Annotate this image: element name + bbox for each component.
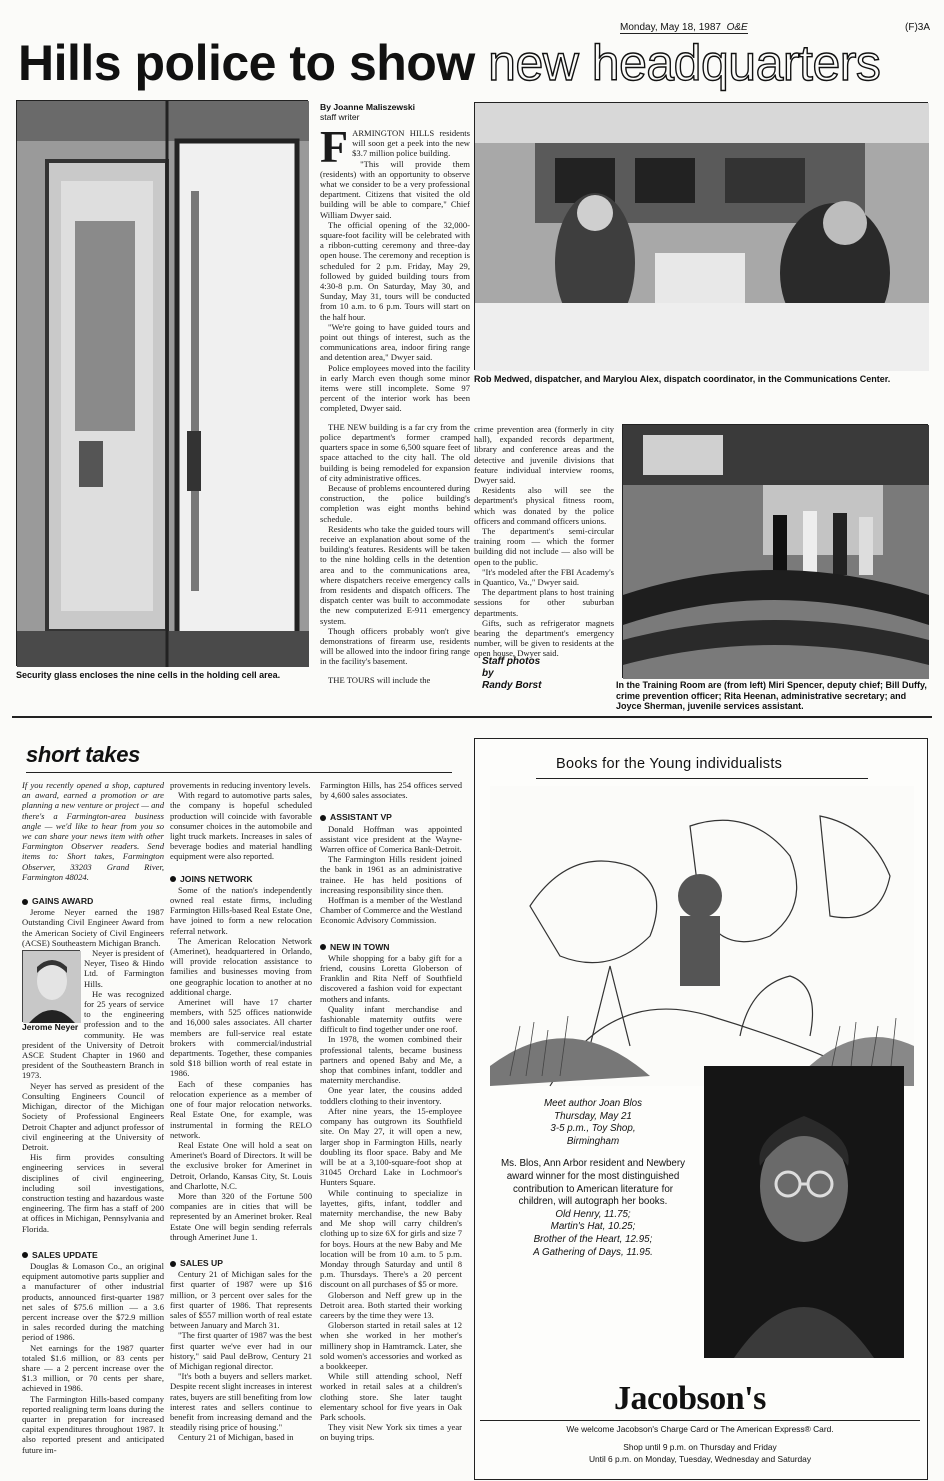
bullet-icon — [320, 815, 326, 821]
salesup-p3: "It's both a buyers and sellers market. Despite recent slight increases in interest rates, buyers are still benefiting from low interest rates and sellers continue to benefit from increasing demand and the steadily rising price of housing." — [170, 1371, 312, 1433]
holding-cell-caption: Security glass encloses the nine cells in the holding cell area. — [16, 670, 281, 680]
ad-welcome: We welcome Jacobson's Charge Card or The American Express® Card. — [566, 1424, 834, 1434]
byline-title: staff writer — [320, 112, 360, 122]
new-p4: One year later, the cousins added toddlers clothing to their inventory. — [320, 1085, 462, 1106]
short-takes-column-2 — [170, 780, 312, 1480]
short-takes-rule — [26, 772, 452, 773]
photo-credits: Staff photos by Randy Borst — [482, 656, 542, 691]
salesup-p1: Century 21 of Michigan sales for the first quarter of 1987 were up $16 million, or 3 percent over sales for the first quarter of 1986. That represents sales of $557 million worth of real estate between January and March 31. — [170, 1269, 312, 1331]
dispatch-photo — [474, 102, 928, 370]
story-p6: Because of problems encountered during construction, the police building's completion was eight months behind schedule. — [320, 482, 470, 524]
bullet-icon — [22, 1252, 28, 1258]
jerome-neyer-photo — [22, 950, 80, 1022]
joins-p2: The American Relocation Network (Amerinet), headquartered in Orlando, will provide relocation assistance to families and businesses moving from one geographic location to another at no additional charge. — [170, 935, 312, 997]
headline — [18, 34, 928, 94]
new-p1: While shopping for a baby gift for a friend, cousins Loretta Globerson of Franklin and Rita Neff of Southfield discovered a fashion void for expectant mothers and infants. — [320, 952, 462, 1004]
ad-where: Birmingham — [566, 1135, 620, 1147]
ad-book-1: Old Henry, 11.75; — [555, 1208, 631, 1220]
new-p9: While still attending school, Neff worked in retail sales at a children's clothing store. She later taught elementary school for five years in Oak Park schools. — [320, 1371, 462, 1422]
ad-title: Books for the Young individualists — [556, 756, 783, 772]
gains-award-head: GAINS AWARD — [22, 896, 164, 906]
new-p6: While continuing to specialize in layettes, gifts, infant, toddler and maternity merchandise, the new Baby and Me shop will carry children's clothing up to size 6X for girls and size 7 for boys. Hours at the new Baby and Me location will be from 10 a.m. to 5 p.m. Monday through Saturday and until 8 p.m. Thursdays. There's a 20 percent discount on all purchases of $5 or more. — [320, 1187, 463, 1290]
jacobsons-logo: Jacobson's — [614, 1380, 766, 1417]
new-p2: Quality infant merchandise and fashionable maternity outfits were difficult to find together under one roof. — [320, 1003, 462, 1035]
story-p4: Police employees moved into the facility in early March even though some minor items were still incomplete. Some 97 percent of the interior work has been completed, Dwyer said. — [320, 362, 470, 414]
folio-page: (F)3A — [905, 22, 930, 33]
ad-title-rule — [536, 778, 868, 779]
story-jump-p1: crime prevention area (formerly in city hall), expanded records department, library and conference areas and the detective and juvenile divisions that feature individual interview rooms, Dwyer said. — [474, 424, 614, 486]
sales-update-head: SALES UPDATE — [22, 1250, 164, 1260]
drop-cap: F — [320, 121, 349, 172]
new-p7: Globerson and Neff grew up in the Detroit area. Both started their working careers by the time they were 13. — [320, 1289, 462, 1320]
story-p9: THE TOURS will include the — [328, 674, 431, 685]
gains-p2: Neyer is president of Neyer, Tiseo & Hindo Ltd. of Farmington Hills. — [84, 948, 164, 989]
byline — [320, 102, 470, 122]
gains-p1: Jerome Neyer earned the 1987 Outstanding Civil Engineer Award from the American Society of Civil Engineers (ACSE) Southeastern Michigan Branch. — [22, 907, 164, 948]
col2-p2: With regard to automotive parts sales, the company is hopeful scheduled production will coincide with favorable consumer choices in the automobile and light truck markets. Increases in sales of beverage bodies and material handling equipment were also reported. — [170, 790, 312, 862]
ad-hours-1: Shop until 9 p.m. on Thursday and Friday — [623, 1442, 777, 1452]
ad-when: Thursday, May 21 — [554, 1110, 632, 1122]
joins-p6: More than 320 of the Fortune 500 companies are in cities that will be represented by an Amerinet broker. Real Estate One will begin sending referrals through Amerinet June 1. — [170, 1190, 312, 1242]
headline-part2: new headquarters — [488, 35, 881, 91]
salesup-p2: "The first quarter of 1987 was the best first quarter we've ever had in our history," said Paul deBrow, Century 21 of Michigan regional director. — [170, 1330, 312, 1371]
story-jump-p6: Gifts, such as refrigerator magnets bearing the department's emergency number, will be given to residents at the open house, Dwyer said. — [474, 617, 614, 659]
ad-event-details — [494, 1098, 692, 1259]
new-in-town-head: NEW IN TOWN — [320, 942, 462, 952]
joins-p4: Each of these companies has relocation experience as a member of one of four major relocation networks. Real Estate One, for example, was instrumental in forming the RELO network. — [170, 1078, 312, 1140]
joins-p3: Amerinet will have 17 charter members, with 525 offices nationwide and 16,000 sales associates. All charter members are full-service real estate brokers with commercial/industrial departments. Together, these companies sold $18 billion worth of real estate in 1986. — [170, 997, 312, 1079]
bullet-icon — [320, 944, 326, 950]
story-jump-p2: Residents also will see the department's physical fitness room, which was donated by the police officers and command officers unions. — [474, 485, 614, 526]
new-p3: In 1978, the women combined their professional talents, became business partners and opened Baby and Me, a shop that combines infant, toddler and maternity merchandise. — [320, 1034, 462, 1086]
joins-p5: Real Estate One will hold a seat on Amerinet's Board of Directors. It will be the exclusive broker for Amerinet in Detroit, Orlando, Kansas City, St. Louis and Charlotte, N.C. — [170, 1139, 312, 1191]
short-takes-title: short takes — [26, 742, 141, 767]
ad-description: Ms. Blos, Ann Arbor resident and Newbery award winner for the most distinguished contribution to American literature for children, will autograph her books. — [500, 1158, 686, 1208]
salesup-p4: Century 21 of Michigan, based in — [178, 1432, 294, 1443]
ad-book-2: Martin's Hat, 10.25; — [550, 1221, 636, 1233]
holding-cell-illustration — [17, 101, 309, 667]
ad-meet: Meet author Joan Blos — [543, 1098, 643, 1109]
training-room-photo — [622, 424, 928, 678]
new-p10: They visit New York six times a year on buying trips. — [320, 1422, 462, 1443]
ad-hours-2: Until 6 p.m. on Monday, Tuesday, Wednesday and Saturday — [588, 1454, 812, 1464]
byline-name: By Joanne Maliszewski — [320, 102, 416, 112]
story-jump-p3: The department's semi-circular training room — which the former building did not include — also will be open to the public. — [474, 526, 614, 567]
sales-up-head: SALES UP — [170, 1258, 312, 1268]
joins-network-head: JOINS NETWORK — [170, 874, 312, 884]
dispatch-illustration — [475, 103, 929, 371]
short-takes-intro: If you recently opened a shop, captured an award, earned a promotion or are planning a new venture or project — and there's a Farmington-area business angle — we'd like to hear from you so we can share your news item with other Farmington Observer readers. Send items to: Short takes, Farmington Observer, 33203 Grand River, Farmington 48024. — [22, 780, 164, 882]
story-column-1 — [320, 121, 470, 708]
short-takes-column-3 — [320, 780, 462, 1480]
mugshot-caption: Jerome Neyer — [22, 1022, 79, 1033]
story-p8: Though officers probably won't give demonstrations of firearm use, residents will be allowed into the indoor firing range in the facility's basement. — [320, 625, 470, 667]
story-p3: "We're going to have guided tours and point out things of interest, such as the communications area, indoor firing range and detention area," Dwyer said. — [320, 321, 470, 363]
mugshot-block — [22, 950, 80, 1033]
bullet-icon — [22, 899, 28, 905]
ad-book-3: Brother of the Heart, 12.95; — [533, 1233, 653, 1245]
sales-p3: The Farmington Hills-based company reported realigning term loans during the quarter in preparation for increased capital expenditures throughout 1987. It also reported present and anticipated future im- — [22, 1393, 164, 1455]
story-jump-p4: "It's modeled after the FBI Academy's in Quantico, Va.," Dwyer said. — [474, 566, 614, 588]
story-column-2 — [474, 424, 614, 659]
new-p5: After nine years, the 15-employee company has outgrown its Southfield site. On May 27, it will open a new, larger shop in Farmington Hills, nearly doubling its floor space. Baby and Me will be at a 3,100-square-foot shop at 31045 Orchard Lake in Lochmoor's Hunters Square. — [320, 1105, 462, 1188]
gains-p3: He was recognized for 25 years of service to the engineering profession and to the community. He was president of the University of Detroit ASCE Student Chapter in 1960 and president of the Southeastern Branch in 1973. — [22, 988, 164, 1081]
author-portrait-illustration — [704, 1066, 904, 1358]
vp-p2: The Farmington Hills resident joined the bank in 1961 as an administrative trainee. He has held positions of increasing responsibility since then. — [320, 854, 462, 895]
col3-p1: Farmington Hills, has 254 offices served by 4,600 sales associates. — [320, 780, 462, 801]
headline-part1: Hills police to show — [18, 35, 475, 91]
sales-p2: Net earnings for the 1987 quarter totaled $1.6 million, or 83 cents per share — a 2 percent increase over the $1.3 million, or 70 cents per share, achieved in 1986. — [22, 1342, 164, 1394]
story-p1: "This will provide them (residents) with an opportunity to observe what we consider to be a very professional department. Citizens that visited the old building will be able to compare," Chief William Dwyer said. — [320, 158, 470, 220]
sales-p1: Douglas & Lomason Co., an original equipment automotive parts supplier and a manufacturer of other industrial products, announced first-quarter 1987 net sales of $75.6 million — a 3.6 percent increase over the $72.9 million in sales recorded during the matching period of 1986. — [22, 1260, 164, 1343]
bullet-icon — [170, 1261, 176, 1267]
ad-illustration — [490, 786, 914, 1086]
drawing-artist-sketch — [490, 786, 914, 1086]
dispatch-caption: Rob Medwed, dispatcher, and Marylou Alex, dispatch coordinator, in the Communications Center. — [474, 374, 891, 384]
folio-line — [620, 22, 930, 34]
bullet-icon — [170, 876, 176, 882]
holding-cell-photo — [16, 100, 308, 666]
vp-p1: Donald Hoffman was appointed assistant vice president at the Wayne-Warren office of Comerica Bank-Detroit. — [320, 823, 462, 855]
ad-time: 3-5 p.m., Toy Shop, — [550, 1123, 636, 1135]
story-lead: ARMINGTON HILLS residents will soon get a peek into the new $3.7 million police building. — [352, 128, 470, 159]
author-portrait — [704, 1066, 904, 1358]
ad-book-4: A Gathering of Days, 11.95. — [533, 1246, 653, 1258]
story-jump-p5: The department plans to host training sessions for other suburban departments. — [474, 587, 614, 618]
joins-p1: Some of the nation's independently owned real estate firms, including Farmington Hills-based Real Estate One, have joined to form a new relocation referral network. — [170, 884, 312, 936]
gains-p5: His firm provides consulting engineering services in several disciplines of civil engineering, including soil investigations, construction testing and hazardous waste engineering. The firm has a staff of 200 at offices in Michigan, Pennsylvania and Florida. — [22, 1152, 164, 1234]
gains-p4: Neyer has served as president of the Consulting Engineers Council of Michigan, director of the Michigan Society of Professional Engineers Detroit Chapter and adjunct professor of civil engineering at the University of Detroit. — [22, 1080, 164, 1152]
new-p8: Globerson started in retail sales at 12 when she worked in her mother's millinery shop in Hamtramck. Later, she sold women's accessories and worked as a bookkeeper. — [320, 1320, 462, 1371]
section-divider — [12, 716, 932, 718]
assistant-vp-head: ASSISTANT VP — [320, 812, 462, 822]
folio-date: Monday, May 18, 1987 O&E — [620, 22, 748, 33]
portrait-illustration — [23, 951, 81, 1023]
training-room-illustration — [623, 425, 929, 679]
story-p7: Residents who take the guided tours will receive an explanation about some of the building's features. Residents will be taken to the nine holding cells in the detention area and to the communications area, where dispatchers receive emergency calls from residents and dispatch officers. The dispatch center was built to accommodate the new computerized E-911 emergency system. — [320, 523, 470, 626]
ad-footer-rule — [480, 1420, 920, 1421]
story-p2: The official opening of the 32,000-square-foot facility will be celebrated with a ribbon-cutting ceremony and three-day open house. The ceremony and reception is scheduled for 2 p.m. Friday, May 29, followed by guided building tours from 4:30-8 p.m. On Saturday, May 30, and Sunday, May 31, tours will be conducted from 10 a.m. to 6 p.m. Tours will start on the half hour. — [320, 219, 470, 322]
training-room-caption: In the Training Room are (from left) Miri Spencer, deputy chief; Bill Duffy, crime prevention officer; Rita Heenan, administrative secretary; and Joyce Sherman, juvenile services assistant. — [616, 680, 927, 711]
col2-p1: provements in reducing inventory levels. — [170, 780, 311, 790]
short-takes-column-1 — [22, 780, 164, 1480]
vp-p3: Hoffman is a member of the Westland Chamber of Commerce and the Westland Economic Advisory Commission. — [320, 895, 462, 926]
story-p5: THE NEW building is a far cry from the police department's former cramped quarters space in some 6,500 square feet of space attached to the city hall. The old building is being remodeled for expansion of city administrative offices. — [320, 421, 470, 483]
